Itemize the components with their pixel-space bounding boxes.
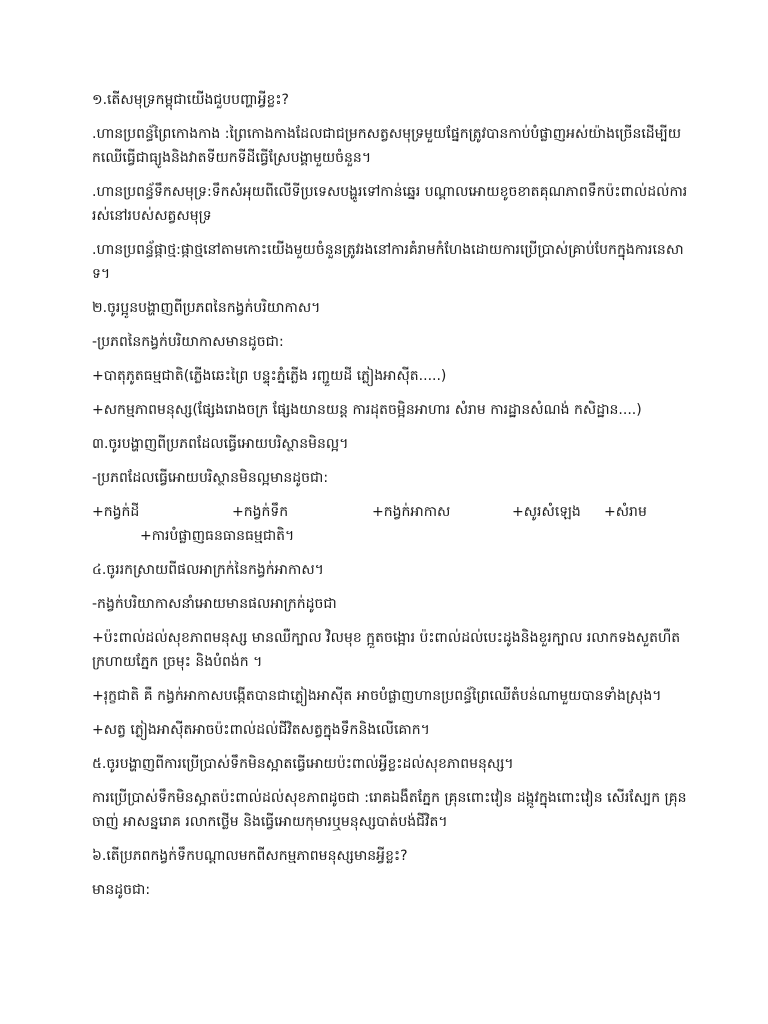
answer-mangrove: .ហានប្រពន្ធ័ព្រៃកោងកាង :ព្រៃកោងកាងដែលជាជម្រកសត្វសមុទ្រមួយផ្នែកត្រូវបានកាប់បំផ្លាញអស់យ៉ាងច្រើនដើម្បីយកឈើធ្វើជាធ្យូងនិងវាតទីយកទីដីធ្វើស្រែបង្គាមួយចំនួន។ xyxy=(92,126,682,166)
source-air: +កង្វក់អាកាស xyxy=(372,504,451,520)
source-water: +កង្វក់ទឹក xyxy=(232,504,289,520)
answer-intro-3: -ប្រភពដែលធ្វើអោយបរិស្ថានមិនល្អមានដូចជា: xyxy=(92,470,329,486)
source-trash: +សំរាម xyxy=(604,504,647,520)
question-5: ៥.ចូរបង្ហាញពីការប្រើប្រាស់ទឹកមិនស្អាតធ្វើអោយប៉ះពាល់អ្វីខ្លះដល់សុខភាពមនុស្ស។ xyxy=(92,756,514,772)
answer-coral: .ហានប្រពន្ធ័ផ្កាថ្ម:ផ្កាថ្មនៅតាមកោះយើងមួយចំនួនត្រូវរងនៅការគំរាមកំហែងដោយការប្រើប្រាស់គ្រាប់បែកក្នុងការនេសាទ។ xyxy=(92,242,684,282)
source-destruction: +ការបំផ្លាញធនធានធម្មជាតិ។ xyxy=(140,528,295,544)
answer-intro-4: -កង្វក់បរិយាកាសនាំអោយមានផលអាក្រក់ដូចជា xyxy=(92,596,337,612)
question-6: ៦.តើប្រភពកង្វក់ទឹកបណ្តាលមកពីសកម្មភាពមនុស្សមានអ្វីខ្លះ? xyxy=(92,848,408,864)
answer-natural: +បាតុភូតធម្មជាតិ(ភ្លើងឆេះព្រៃ បន្ទុះភ្នំភ្លើង រញ្ជួយដី ភ្លៀងអាស៊ីត.....) xyxy=(92,368,447,384)
question-3: ៣.ចូរបង្ហាញពីប្រភពដែលធ្វើអោយបរិស្ថានមិនល្អ។ xyxy=(92,436,349,452)
answer-health: +ប៉ះពាល់ដល់សុខភាពមនុស្ស មានឈឺក្បាល វិលមុខ ក្អួតចង្អោរ ប៉ះពាល់ដល់បេះដូងនិងខួរក្បាល រលាកទងសួតហឺតក្រហាយភ្នែក ច្រមុះ និងបំពង់ក ។ xyxy=(92,630,681,670)
answer-intro-6: មានដូចជា: xyxy=(92,882,151,898)
question-4: ៤.ចូររកស្រាយពីផលអាក្រក់នៃកង្វក់អាកាស។ xyxy=(92,562,324,578)
source-noise: +សូរសំឡេង xyxy=(512,504,581,520)
answer-human: +សកម្មភាពមនុស្ស(ផ្សែងរោងចក្រ ផ្សែងយានយន្ត ការដុតចម្អិនអាហារ សំរាម ការដ្ឋានសំណង់ កសិដ្ឋាន....) xyxy=(92,402,642,418)
answer-dirty-water: ការប្រើប្រាស់ទឹកមិនស្អាតប៉ះពាល់ដល់សុខភាពដូចជា :រោគឯងឹតភ្នែក គ្រុនពោះវៀន ដង្កូវក្នុងពោះវៀន សើរស្បែក គ្រុនចាញ់ អាសន្នរោគ រលាកថ្លើម និងធ្វើអោយកុមារឬមនុស្សបាត់បង់ជីវិត។ xyxy=(92,790,687,830)
answer-plants: +រុក្ខជាតិ គឺ កង្វក់អាកាសបង្កើតបានជាភ្លៀងអាស៊ីត អាចបំផ្លាញហានប្រពន្ធ័ព្រៃឈើតំបន់ណាមួយបានទាំងស្រុង។ xyxy=(92,688,662,704)
source-soil: +កង្វក់ដី xyxy=(92,504,140,520)
answer-seawater: .ហានប្រពន្ធ័ទឹកសមុទ្រ:ទឹកសំអុយពីលើទីប្រទេសបង្ហូរទៅកាន់ឆ្នេរ បណ្តាលអោយខូចខាតគុណភាពទឹកប៉ះពាល់ដល់ការរស់នៅរបស់សត្វសមុទ្រ xyxy=(92,184,688,224)
pollution-source-list xyxy=(92,500,688,548)
question-1: ១.តើសមុទ្រកម្ពុជាយើងជួបបញ្ហាអ្វីខ្លះ? xyxy=(92,92,289,108)
question-2: ២.ចូរប្អូនបង្ហាញពីប្រភពនៃកង្វក់បរិយាកាស។ xyxy=(92,300,321,316)
answer-animals: +សត្វ ភ្លៀងអាស៊ីតអាចប៉ះពាល់ដល់ជីវិតសត្វក្នុងទឹកនិងលើគោក។ xyxy=(92,722,430,738)
answer-intro-2: -ប្រភពនៃកង្វក់បរិយាកាសមានដូចជា: xyxy=(92,334,284,350)
